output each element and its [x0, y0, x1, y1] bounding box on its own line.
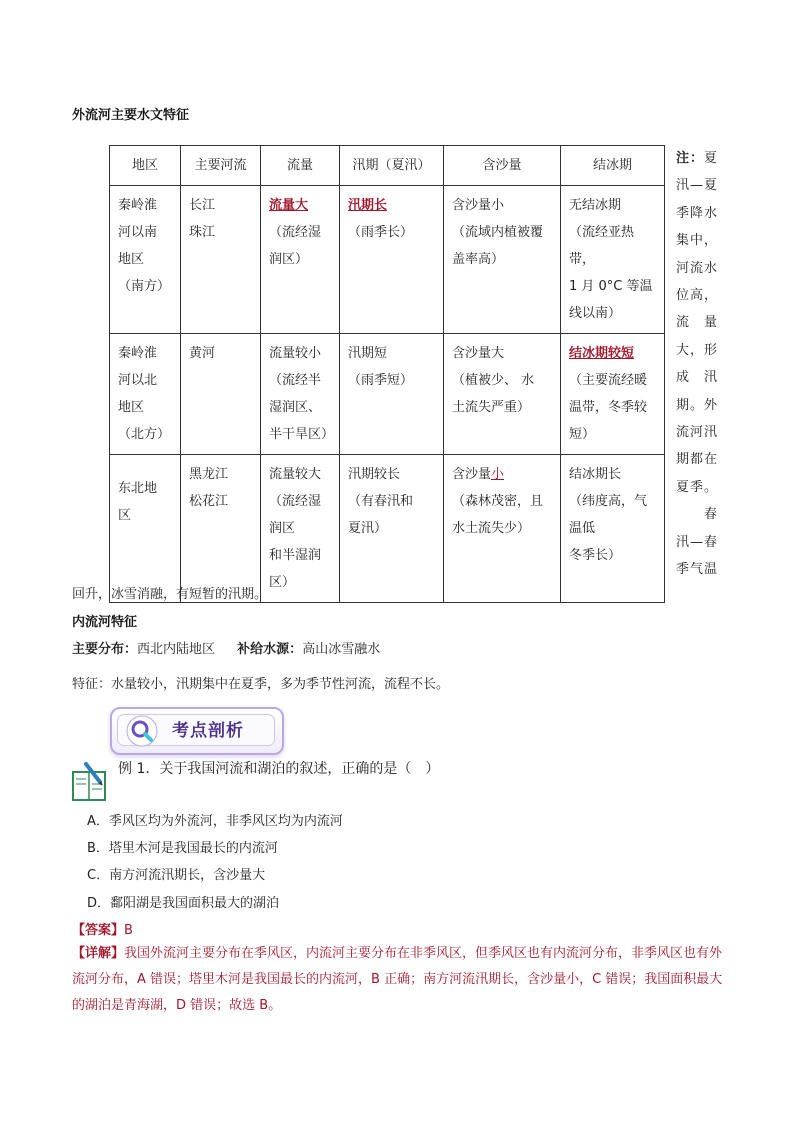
note-line: 汛—夏	[676, 178, 719, 194]
note-line: 位高，	[676, 288, 719, 304]
rivers-cell	[181, 186, 261, 334]
note-line	[676, 145, 722, 172]
answer-label: 【答案】	[72, 923, 125, 938]
highlight-text: 结冰期较短	[569, 346, 635, 361]
inflow-feature: 特征：水量较小，汛期集中在夏季，多为季节性河流，流程不长。	[72, 677, 450, 692]
option-a: A．季风区均为外流河，非季风区均为内流河	[87, 814, 343, 829]
cell-line: 湿润区、	[269, 400, 322, 415]
note-line: 春	[676, 507, 719, 523]
note-line: 流 量	[676, 315, 719, 331]
key-point-badge	[110, 707, 284, 755]
source-label: 补给水源：	[237, 642, 303, 657]
cell-line: 地区	[118, 400, 145, 415]
table-header-row	[110, 146, 665, 186]
table-row	[110, 334, 665, 455]
note-line: 期都在	[676, 452, 719, 468]
ice-cell	[561, 334, 665, 455]
note-label: 注：	[676, 151, 705, 166]
header-cell: 主要河流	[181, 146, 261, 186]
note-line: 季气温	[676, 562, 719, 578]
note-line: 河流水	[676, 260, 719, 276]
note-line: 夏季。	[676, 479, 719, 495]
book-icon	[72, 762, 106, 802]
cell-line: 流量较大	[269, 467, 322, 482]
region-cell	[110, 334, 181, 455]
sediment-cell	[444, 334, 561, 455]
cell-line: （有春汛和	[348, 494, 414, 509]
cell-line: 夏汛）	[348, 521, 388, 536]
sediment-cell	[444, 186, 561, 334]
cell-line: 河以南	[118, 225, 158, 240]
cell-line: 1 月 0°C 等温	[569, 279, 653, 294]
detail-label: 【详解】	[72, 946, 125, 961]
cell-line: 松花江	[189, 494, 229, 509]
flow-cell	[261, 334, 340, 455]
cell-line: 珠江	[189, 225, 216, 240]
note-line: 流河汛	[676, 425, 719, 441]
cell-line: 和半湿润	[269, 548, 322, 563]
cell-line: （流经湿	[269, 494, 322, 509]
inflow-distribution	[72, 638, 380, 657]
cell-line: 河以北	[118, 373, 158, 388]
cell-line: 含沙量小	[452, 198, 505, 213]
detail-paragraph	[72, 941, 728, 1019]
cell-line: 半干旱区）	[269, 427, 335, 442]
cell-line: 黑龙江	[189, 467, 229, 482]
badge-label: 考点剖析	[172, 721, 244, 741]
cell-line: （北方）	[118, 427, 171, 442]
rivers-cell	[181, 455, 261, 603]
cell-line: 地区	[118, 252, 145, 267]
cell-line: （雨季短）	[348, 373, 414, 388]
flow-cell	[261, 186, 340, 334]
option-c: C．南方河流汛期长，含沙量大	[87, 868, 266, 883]
cell-line: 长江	[189, 198, 216, 213]
cell-line: 润区）	[269, 252, 309, 267]
region-cell	[110, 455, 181, 603]
flood-cell	[340, 186, 444, 334]
cell-line: 流量较小	[269, 346, 322, 361]
cell-line: （纬度高，气	[569, 494, 648, 509]
cell-line: 温带，冬季较	[569, 400, 648, 415]
cell-line: 冬季长）	[569, 548, 622, 563]
cell-line: 区	[118, 508, 132, 523]
cell-line: 秦岭淮	[118, 346, 158, 361]
cell-line: 东北地	[118, 481, 158, 496]
table-row	[110, 455, 665, 603]
answer-line	[72, 919, 133, 938]
cell-line: 含沙量大	[452, 346, 505, 361]
option-b: B．塔里木河是我国最长的内流河	[87, 841, 278, 856]
highlight-text: 小	[491, 467, 505, 482]
section-title-inflow: 内流河特征	[72, 615, 138, 630]
note-line: 季降水	[676, 205, 719, 221]
header-cell: 地区	[110, 146, 181, 186]
cell-line: （植被少、 水	[452, 373, 535, 388]
cell-line: （森林茂密，且	[452, 494, 544, 509]
dist-label: 主要分布：	[72, 642, 138, 657]
search-icon	[126, 715, 158, 747]
cell-line: （南方）	[118, 279, 171, 294]
cell-line: （流经亚热带，	[569, 225, 635, 267]
cell-line: 区）	[269, 575, 296, 590]
option-d: D．鄱阳湖是我国面积最大的湖泊	[87, 896, 280, 911]
flow-cell	[261, 455, 340, 603]
cell-line: 无结冰期	[569, 198, 622, 213]
cell-line: 盖率高）	[452, 252, 505, 267]
dist-value: 西北内陆地区	[137, 642, 216, 657]
cell-line: （流域内植被覆	[452, 225, 544, 240]
cell-line: 短）	[569, 427, 596, 442]
note-line: 集中，	[676, 233, 719, 249]
cell-line: 汛期较长	[348, 467, 401, 482]
cell-line	[452, 461, 554, 488]
cell-text: 含沙量	[452, 467, 492, 482]
note-line: 汛—春	[676, 534, 719, 550]
note-tail: 回升，冰雪消融，有短暂的汛期。	[72, 587, 268, 602]
sediment-cell	[444, 455, 561, 603]
source-value: 高山冰雪融水	[302, 642, 381, 657]
note-line: 期。外	[676, 397, 719, 413]
cell-line: 土流失严重）	[452, 400, 531, 415]
note-line: 成 汛	[676, 370, 719, 386]
example-stem: 例 1．关于我国河流和湖泊的叙述，正确的是（ ）	[118, 761, 440, 777]
highlight-text: 汛期长	[348, 198, 388, 213]
side-note	[676, 145, 722, 584]
cell-line: （雨季长）	[348, 225, 414, 240]
ice-cell	[561, 455, 665, 603]
flood-cell	[340, 455, 444, 603]
cell-line: 温低	[569, 521, 596, 536]
header-cell: 汛期（夏汛）	[340, 146, 444, 186]
table-row	[110, 186, 665, 334]
cell-line: 汛期短	[348, 346, 388, 361]
cell-line: （流经半	[269, 373, 322, 388]
hydrology-table	[109, 145, 665, 603]
rivers-cell	[181, 334, 261, 455]
cell-line: 润区	[269, 521, 296, 536]
cell-line: （主要流经暖	[569, 373, 648, 388]
answer-value: B	[124, 923, 133, 938]
section-title-outflow: 外流河主要水文特征	[72, 108, 190, 123]
cell-line: 黄河	[189, 346, 216, 361]
header-cell: 流量	[261, 146, 340, 186]
cell-line: 水土流失少）	[452, 521, 531, 536]
header-cell: 结冰期	[561, 146, 665, 186]
flood-cell	[340, 334, 444, 455]
header-cell: 含沙量	[444, 146, 561, 186]
ice-cell	[561, 186, 665, 334]
cell-line: （流经湿	[269, 225, 322, 240]
note-line: 大，形	[676, 342, 719, 358]
cell-line: 秦岭淮	[118, 198, 158, 213]
region-cell	[110, 186, 181, 334]
highlight-text: 流量大	[269, 198, 309, 213]
cell-line: 结冰期长	[569, 467, 622, 482]
note-text: 夏	[704, 151, 719, 166]
detail-text: 我国外流河主要分布在季风区，内流河主要分布在非季风区，但季风区也有内流河分布，非季风区也有外流河分布，A 错误；塔里木河是我国最长的内流河，B 正确；南方河流汛期长，含沙量小，C 错误；我国面积最大的湖泊是青海湖，D 错误；故选 B。	[72, 946, 723, 1013]
cell-line: 线以南）	[569, 306, 622, 321]
